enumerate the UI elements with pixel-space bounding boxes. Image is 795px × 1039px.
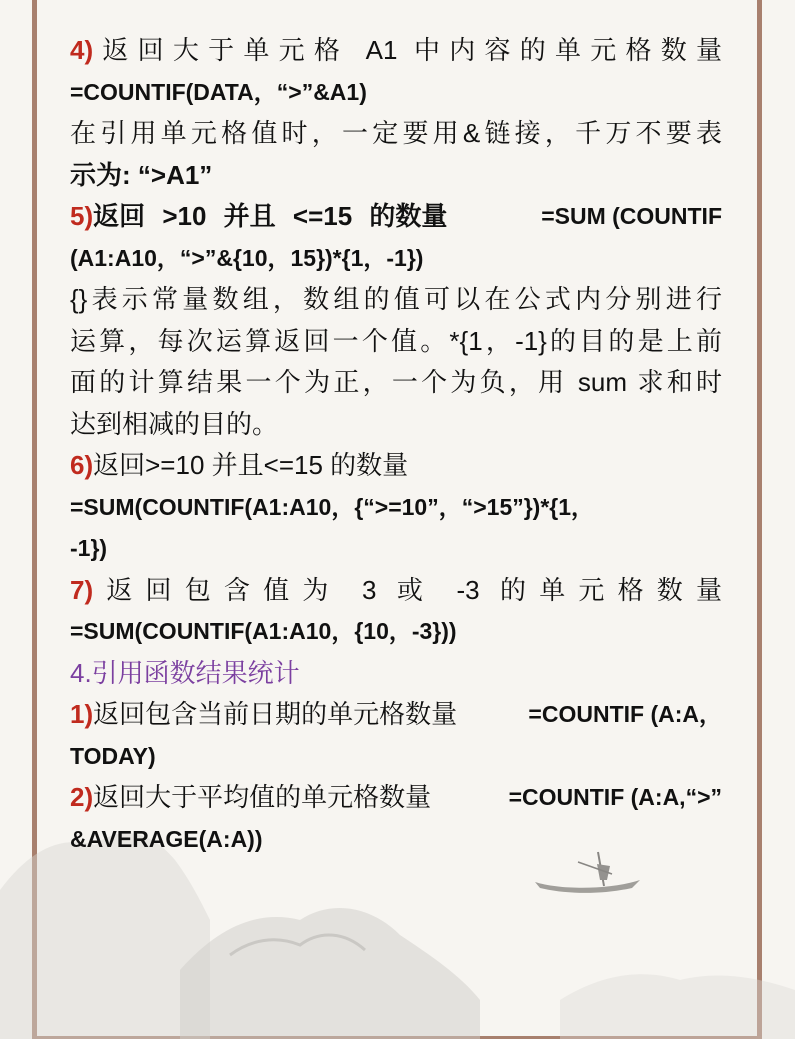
section-4-heading: 4.引用函数结果统计 (70, 657, 300, 688)
item-6-number: 6) (70, 450, 94, 480)
item-5-note-line-2: 运算，每次运算返回一个值。*{1，-1}的目的是上前 (70, 325, 722, 356)
section-4-item-1-formula-line-1: =COUNTIF (A:A， (528, 701, 722, 727)
item-6-desc: 返回>=10 并且<=15 的数量 (93, 450, 409, 480)
distant-mountain-center (180, 908, 480, 1039)
article-body (70, 30, 722, 860)
section-4-item-1-line (70, 694, 722, 736)
item-6-formula-line-1: =SUM(COUNTIF(A1:A10，{“>=10”，“>15”})*{1， (70, 493, 595, 520)
section-4-item-1-number: 1) (70, 699, 94, 729)
item-5-desc: 返回 >10 并且 <=15 的数量 (93, 201, 448, 231)
item-4-note-line-1: 在引用单元格值时，一定要用&链接，千万不要表 (70, 118, 722, 148)
item-4-line (70, 30, 722, 72)
distant-mountain-right (560, 974, 795, 1039)
item-4-desc: 返回大于单元格 A1 中内容的单元格数量 (93, 35, 722, 65)
section-4-item-2-formula-line-2: &AVERAGE(A:A)) (70, 825, 263, 852)
item-7-desc: 返回包含值为 3 或 -3 的单元格数量 (93, 574, 722, 605)
distant-mountain-left (0, 833, 210, 1039)
section-4-item-2-number: 2) (70, 782, 94, 812)
section-4-item-2-lead (70, 777, 431, 819)
item-5-lead (70, 196, 447, 238)
item-6-line (70, 445, 722, 487)
item-4-note-line-2-text: 示为: “>A1” (70, 159, 213, 190)
section-4-item-1-desc: 返回包含当前日期的单元格数量 (93, 699, 458, 729)
item-4-number: 4) (70, 35, 94, 65)
item-5-note-line-4: 达到相减的目的。 (70, 408, 279, 439)
item-7-formula: =SUM(COUNTIF(A1:A10，{10，-3})) (70, 618, 457, 644)
item-5-formula-line-2: (A1:A10，“>”&{10，15})*{1，-1}) (70, 244, 424, 271)
item-4-formula: =COUNTIF(DATA，“>”&A1) (70, 78, 367, 105)
item-5-number: 5) (70, 201, 94, 231)
section-4-item-2-desc: 返回大于平均值的单元格数量 (93, 782, 432, 812)
section-4-item-2-formula-line-1: =COUNTIF (A:A,“>” (508, 784, 722, 810)
item-5-note-line-1: {}表示常量数组，数组的值可以在公式内分别进行 (70, 284, 722, 314)
section-4-item-2-line (70, 777, 722, 819)
item-4-note-line-2 (70, 155, 722, 197)
item-5-line (70, 196, 722, 238)
section-4-item-1-lead (70, 694, 457, 736)
section-4-item-1-formula-line-2: TODAY) (70, 742, 156, 769)
item-7-number: 7) (70, 574, 94, 605)
item-5-formula-line-1: =SUM (COUNTIF (541, 203, 722, 229)
item-6-formula-line-2: -1}) (70, 535, 108, 561)
item-7-line (70, 570, 722, 612)
item-5-note-line-3: 面的计算结果一个为正，一个为负，用 sum 求和时 (70, 367, 722, 397)
